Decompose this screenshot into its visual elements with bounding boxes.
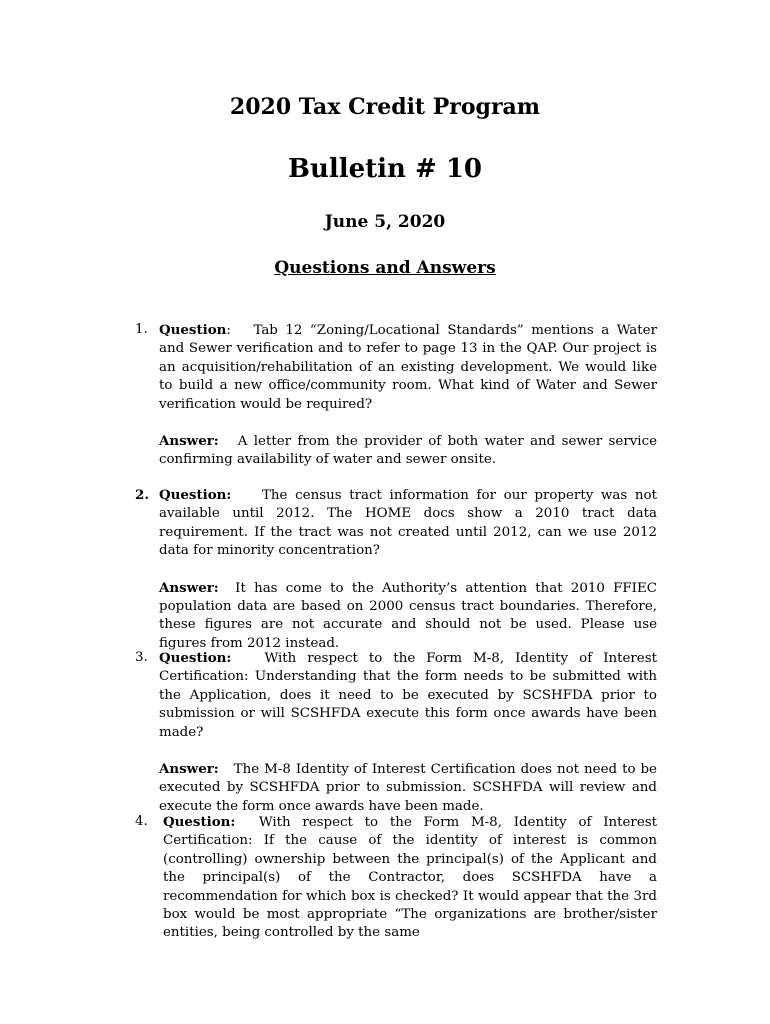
question-label: Question: <box>163 814 236 830</box>
answer-paragraph <box>159 432 657 470</box>
question-label: Question <box>159 322 227 338</box>
answer-text: A letter from the provider of both water and sewer service confirming availability of water and sewer onsite. <box>159 434 657 468</box>
item-number: 1. <box>135 322 148 337</box>
bulletin-title: Bulletin # 10 <box>287 154 483 184</box>
qa-item-2 <box>135 486 657 653</box>
item-number: 4. <box>135 814 148 829</box>
qa-item-3 <box>135 649 657 816</box>
section-heading: Questions and Answers <box>274 258 496 278</box>
question-label: Question: <box>159 650 232 666</box>
answer-label: Answer: <box>159 433 219 450</box>
answer-paragraph <box>159 760 657 816</box>
item-number: 3. <box>135 650 148 665</box>
question-text: With respect to the Form M-8, Identity of Interest Certification: If the cause of the identity of interest is common (controlling) ownership between the principal(s) of the Applicant and the principal(s) of the Contractor, does SCSHFDA have a recommendation for which box is checked? It would appear that the 3rd box would be most appropriate “The organizations are brother/sister entities, being controlled by the same <box>163 815 657 941</box>
answer-text: It has come to the Authority’s attention that 2010 FFIEC population data are based on 2000 census tract boundaries. Therefore, these figures are not accurate and should not be used. Please use figures from 2012 instead. <box>159 580 657 651</box>
question-paragraph <box>159 649 657 742</box>
answer-paragraph <box>159 579 657 654</box>
question-label: Question: <box>159 487 232 503</box>
qa-item-4 <box>135 813 657 943</box>
program-title: 2020 Tax Credit Program <box>229 94 541 120</box>
bulletin-date: June 5, 2020 <box>324 212 446 232</box>
answer-label: Answer: <box>159 761 219 778</box>
question-paragraph <box>159 486 657 561</box>
answer-text: The M-8 Identity of Interest Certification does not need to be executed by SCSHFDA prior to submission. SCSHFDA will review and execute the form once awards have been made. <box>159 762 657 814</box>
question-paragraph: Question: Tab 12 “Zoning/Locational Standards” mentions a Water and Sewer verification and to refer to page 13 in the QAP. Our project is an acquisition/rehabilitation of an existing development. We would like to build a new office/community room. What kind of Water and Sewer verification would be required? <box>159 322 657 412</box>
question-text: Tab 12 “Zoning/Locational Standards” mentions a Water and Sewer verification and to refer to page 13 in the QAP. Our project is an acquisition/rehabilitation of an existing development. We would like to build a new office/community room. What kind of Water and Sewer verification would be required? <box>159 323 657 412</box>
question-text: With respect to the Form M-8, Identity of Interest Certification: Understanding that the form needs to be submitted with the Application, does it need to be executed by SCSHFDA prior to submission or will SCSHFDA execute this form once awards have been made? <box>159 651 657 740</box>
item-number: 2. <box>135 487 149 503</box>
question-text: The census tract information for our property was not available until 2012. The HOME docs show a 2010 tract data requirement. If the tract was not created until 2012, can we use 2012 data for minority concentration? <box>159 488 657 559</box>
question-paragraph <box>163 813 657 943</box>
qa-item-1 <box>135 321 657 470</box>
answer-label: Answer: <box>159 579 219 596</box>
